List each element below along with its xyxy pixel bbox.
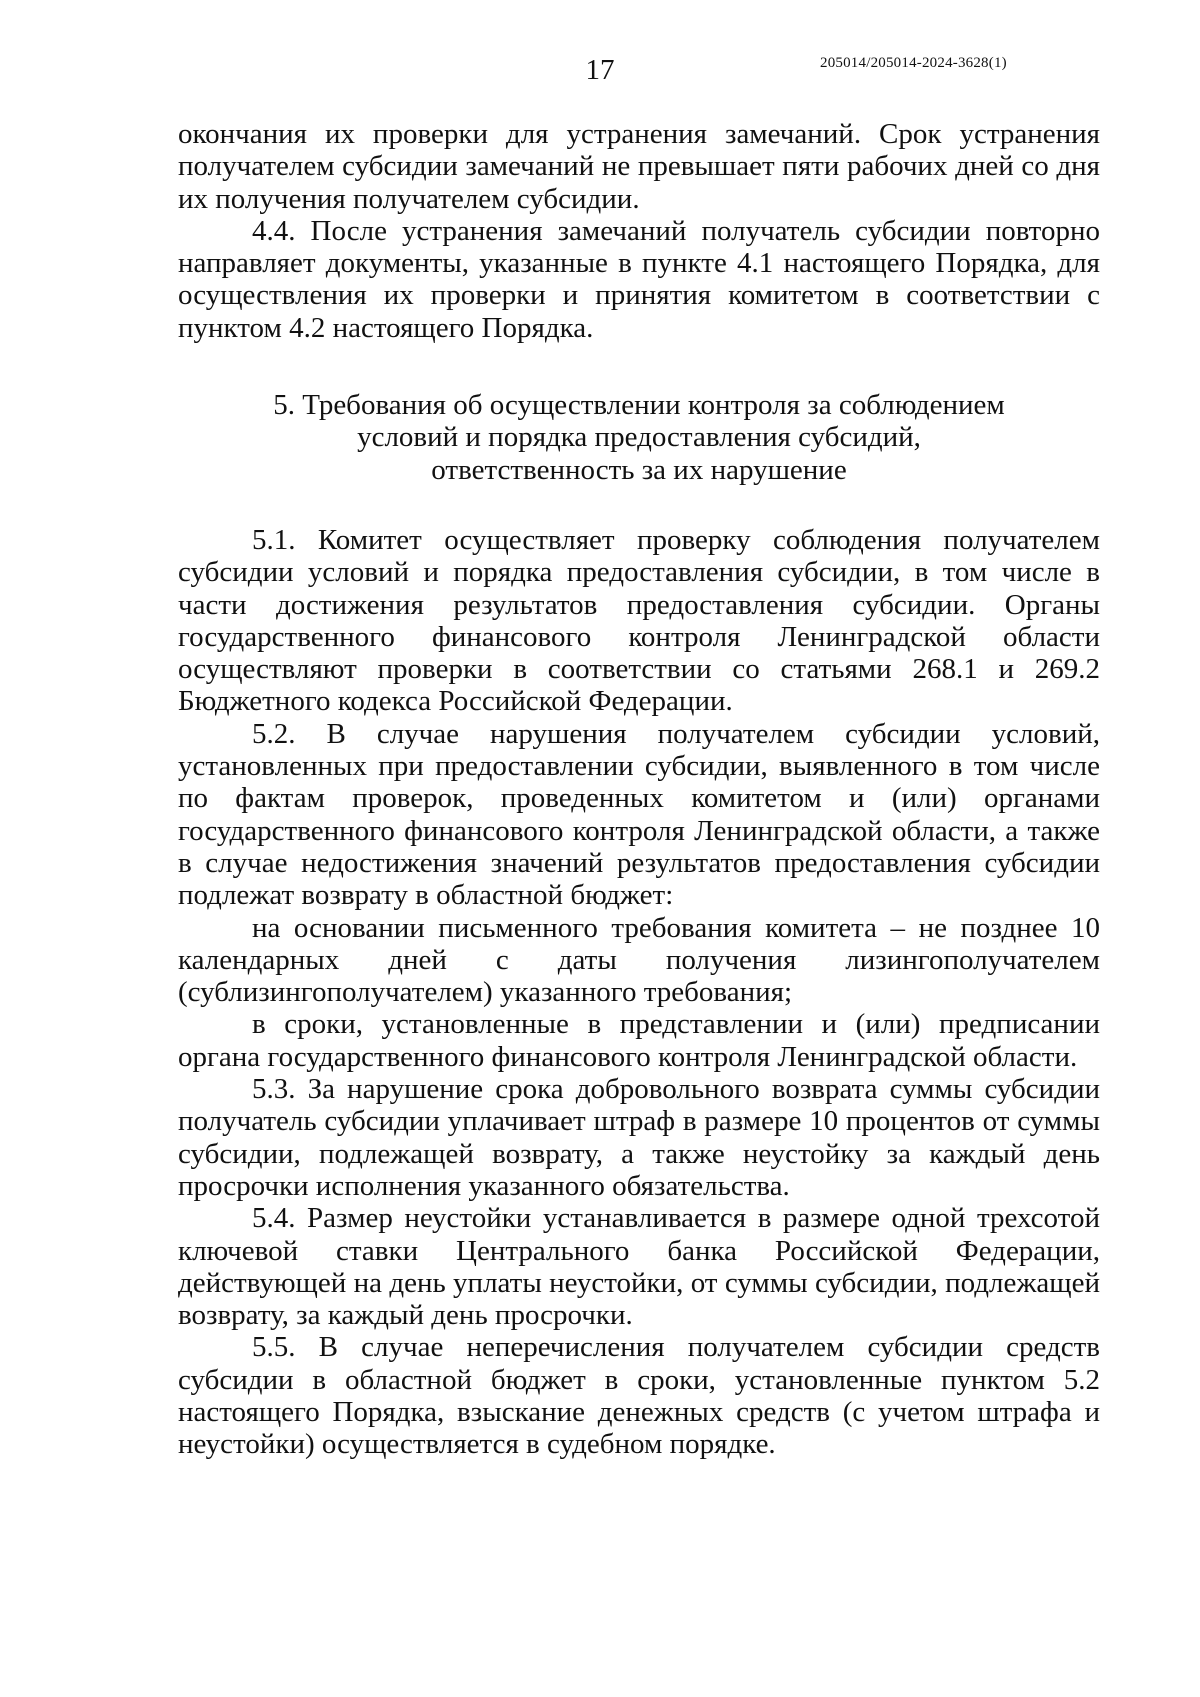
paragraph-5-2: 5.2. В случае нарушения получателем субсидии условий, установленных при предоставлении субсидии, выявленного в том числе по фактам проверок, проведенных комитетом и (или) органами государственного финансового контроля Ленинградской области, а также в случае недостижения значений результатов предоставления субсидии подлежат возврату в областной бюджет: (178, 717, 1100, 912)
paragraph-5-4: 5.4. Размер неустойки устанавливается в размере одной трехсотой ключевой ставки Центрального банка Российской Федерации, действующей на день уплаты неустойки, от суммы субсидии, подлежащей возврату, за каждый день просрочки. (178, 1202, 1100, 1332)
document-code: 205014/205014-2024-3628(1) (820, 55, 1007, 71)
page-number: 17 (585, 54, 615, 86)
paragraph-5-3: 5.3. За нарушение срока добровольного возврата суммы субсидии получатель субсидии уплачивает штраф в размере 10 процентов от суммы субсидии, подлежащей возврату, а также неустойку за каждый день просрочки исполнения указанного обязательства. (178, 1073, 1100, 1202)
paragraph-5-5: 5.5. В случае неперечисления получателем субсидии средств субсидии в областной бюджет в сроки, установленные пунктом 5.2 настоящего Порядка, взыскание денежных средств (с учетом штрафа и неустойки) осуществляется в судебном порядке. (178, 1331, 1100, 1461)
section-title-line: 5. Требования об осуществлении контроля за соблюдением (273, 389, 1005, 422)
section-title-line: условий и порядка предоставления субсидий, (357, 421, 921, 454)
paragraph-5-2-item-2: в сроки, установленные в представлении и (или) предписании органа государственного финансового контроля Ленинградской области. (178, 1008, 1100, 1073)
section-title-line: ответственность за их нарушение (431, 453, 847, 486)
paragraph-5-2-item-1: на основании письменного требования комитета – не позднее 10 календарных дней с даты получения лизингополучателем (сублизингополучателем) указанного требования; (178, 911, 1100, 1009)
section-5-title (178, 389, 1100, 486)
paragraph-5-1: 5.1. Комитет осуществляет проверку соблюдения получателем субсидии условий и порядка предоставления субсидии, в том числе в части достижения результатов предоставления субсидии. Органы государственного финансового контроля Ленинградской области осуществляют проверки в соответствии со статьями 268.1 и 269.2 Бюджетного кодекса Российской Федерации. (178, 523, 1100, 718)
paragraph-continuation: окончания их проверки для устранения замечаний. Срок устранения получателем субсидии замечаний не превышает пяти рабочих дней со дня их получения получателем субсидии. (178, 118, 1100, 215)
paragraph-4-4: 4.4. После устранения замечаний получатель субсидии повторно направляет документы, указанные в пункте 4.1 настоящего Порядка, для осуществления их проверки и принятия комитетом в соответствии с пунктом 4.2 настоящего Порядка. (178, 214, 1100, 344)
document-body (178, 118, 1100, 1461)
